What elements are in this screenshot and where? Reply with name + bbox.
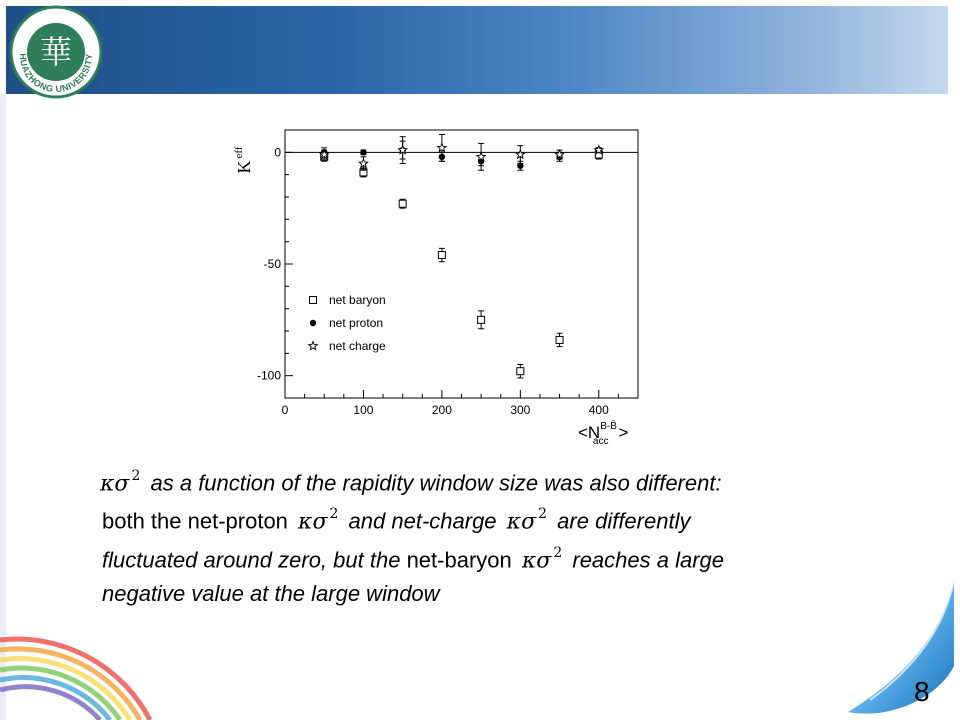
caption-line-1 (96, 462, 856, 500)
data-point (438, 143, 447, 151)
logo-character: 華 (39, 33, 73, 71)
data-point (438, 252, 445, 259)
chart-svg (228, 118, 658, 458)
plot-frame (285, 130, 638, 398)
kappa-sigma-symbol: κσ $^2$ (506, 506, 548, 535)
data-point (517, 368, 524, 375)
caption-line-4 (96, 577, 856, 610)
caption-text-3c: reaches a large (572, 546, 725, 572)
caption-text-3a: fluctuated around zero, but the (102, 546, 401, 572)
x-tick-label: 400 (588, 403, 609, 417)
caption-text-1: as a function of the rapidity window size was also different: (150, 470, 722, 496)
caption (96, 462, 856, 610)
data-point (478, 316, 485, 323)
rainbow-decoration (0, 600, 160, 720)
data-point (556, 336, 563, 343)
data-point (359, 159, 368, 167)
caption-text-2b: and net-charge (348, 508, 497, 534)
caption-text-2a: both the net-proton (102, 508, 288, 534)
kappa-sigma-symbol: κσ $^2$ (298, 506, 339, 535)
caption-text-2c: are differently (557, 508, 691, 534)
caption-line-3 (96, 539, 856, 577)
university-logo (8, 4, 104, 100)
y-axis-label: $K^{eff}$ (233, 146, 254, 174)
x-tick-label: 200 (431, 403, 452, 417)
y-tick-label: -50 (263, 257, 281, 271)
y-tick-label: 0 (274, 145, 281, 160)
legend-label: net charge (329, 339, 386, 353)
x-axis-label: $<N^{B-B̄}$ acc > (578, 421, 629, 447)
caption-line-2 (96, 500, 856, 538)
kappa-sigma-symbol: κσ $^2$ (521, 544, 563, 573)
data-point (477, 152, 486, 160)
x-tick-label: 0 (281, 403, 289, 417)
page-number: 8 (914, 676, 930, 707)
kappa-sigma-symbol: κσ $^2$ (100, 468, 141, 497)
chart (228, 118, 658, 458)
legend-marker (310, 320, 316, 326)
y-tick-label: -100 (256, 368, 281, 383)
legend-label: net proton (329, 316, 384, 330)
legend-marker (310, 297, 317, 304)
legend-label: net baryon (329, 293, 386, 307)
page-curl-decoration (820, 570, 960, 720)
data-point (516, 150, 525, 158)
data-point (360, 149, 366, 155)
legend-marker (309, 342, 318, 350)
x-tick-label: 300 (510, 403, 531, 417)
header-bar (6, 6, 948, 94)
data-point (399, 200, 406, 207)
logo-text: HUAZHONG UNIVERSITY (17, 53, 95, 95)
x-tick-label: 100 (353, 403, 374, 417)
caption-text-4: negative value at the large window (102, 580, 440, 606)
caption-text-3b: net-baryon (406, 546, 512, 572)
